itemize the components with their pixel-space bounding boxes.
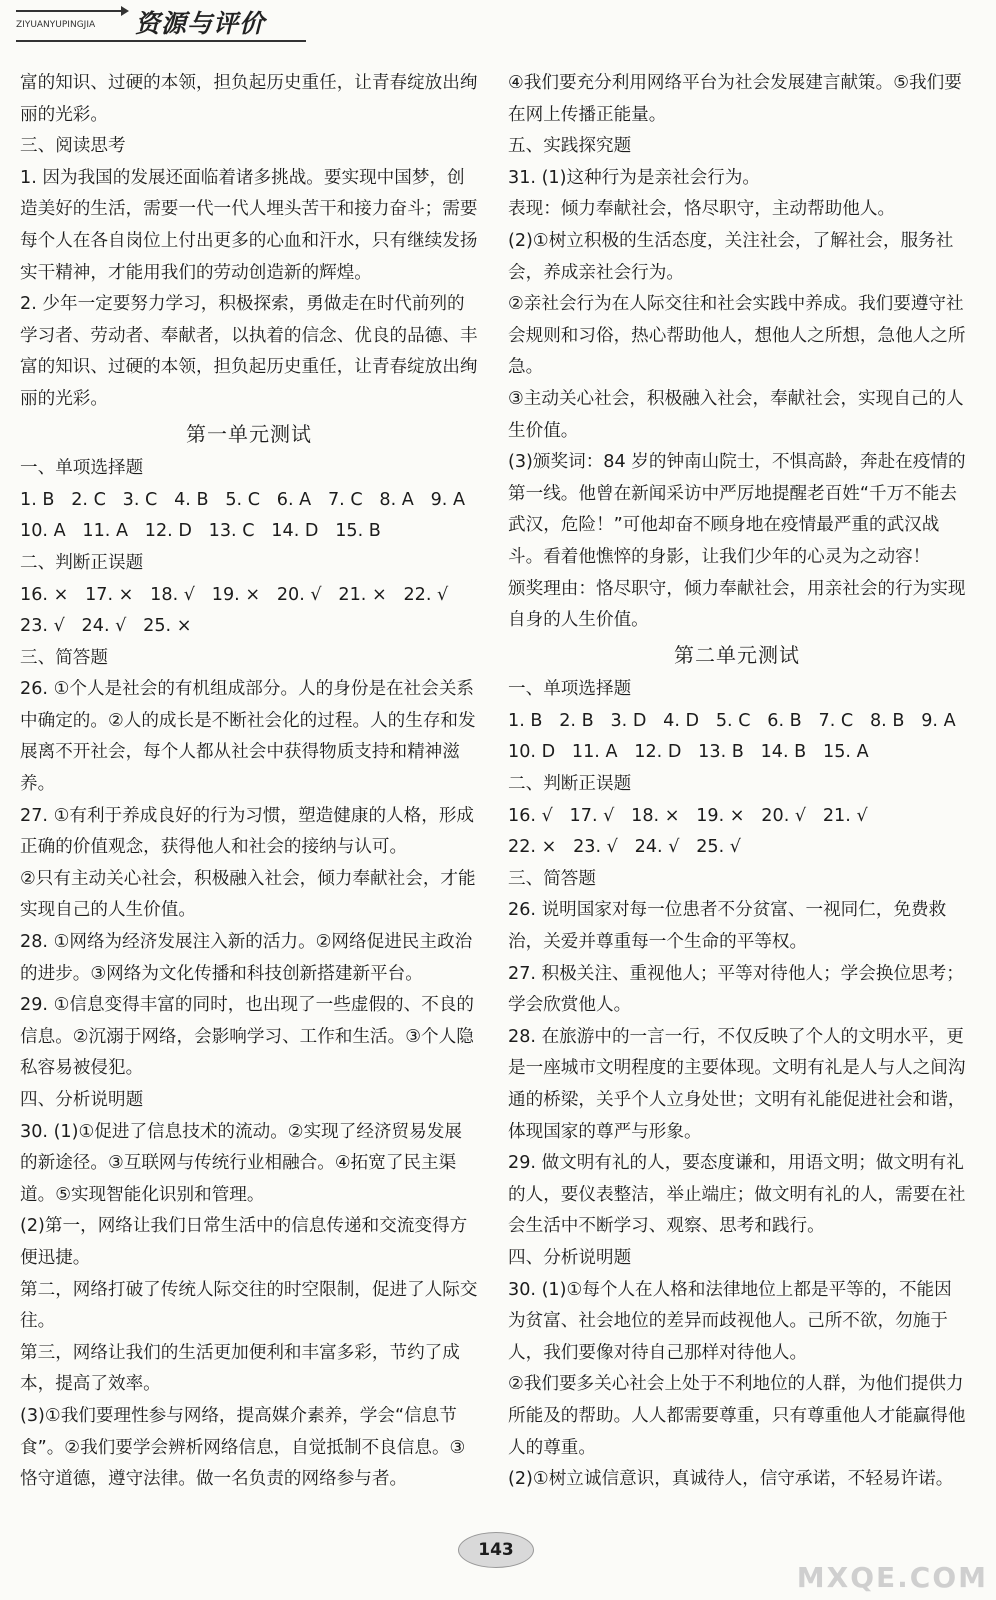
- watermark-logo: MXQE.COM: [796, 1561, 988, 1594]
- answer-paragraph: 30. (1)①每个人在人格和法律地位上都是平等的，不能因为贫富、社会地位的差异而歧视他人。己所不欲，勿施于人，我们要像对待自己那样对待他人。: [508, 1279, 952, 1363]
- answer-paragraph: 28. 在旅游中的一言一行，不仅反映了个人的文明水平，更是一座城市文明程度的主要体现。文明有礼是人与人之间沟通的桥梁，关乎个人立身处世；文明有礼能促进社会和谐，体现国家的尊严与形象。: [508, 1026, 966, 1142]
- answer-paragraph: (2)①树立积极的生活态度，关注社会，了解社会，服务社会，养成亲社会行为。: [508, 230, 954, 283]
- answer-row: 1. B 2. B 3. D 4. D 5. C 6. B 7. C 8. B 9. A: [508, 710, 956, 731]
- answer-paragraph: (2)①树立诚信意识，真诚待人，信守承诺，不轻易许诺。: [508, 1469, 954, 1490]
- answer-row: 16. √ 17. √ 18. × 19. × 20. √ 21. √: [508, 805, 868, 826]
- answer-paragraph: 第三，网络让我们的生活更加便利和丰富多彩，节约了成本，提高了效率。: [20, 1342, 460, 1395]
- answer-row: 16. × 17. × 18. √ 19. × 20. √ 21. × 22. √: [20, 584, 449, 605]
- section-heading: 四、分析说明题: [20, 1090, 144, 1110]
- section-heading: 三、简答题: [20, 647, 108, 668]
- answer-paragraph: (3)颁奖词：84 岁的钟南山院士，不惧高龄，奔赴在疫情的第一线。他曾在新闻采访中严厉地提醒老百姓“千万不能去武汉，危险！”可他却奋不顾身地在疫情最严重的武汉战斗。看着他憔悴的身影，让我们少年的心灵为之动容！: [508, 452, 966, 567]
- answer-paragraph: 2. 少年一定要努力学习，积极探索，勇做走在时代前列的学习者、劳动者、奉献者，以执着的信念、优良的品德、丰富的知识、过硬的本领，担负起历史重任，让青春绽放出绚丽的光彩。: [20, 294, 478, 409]
- answer-paragraph: 27. 积极关注、重视他人；平等对待他人；学会换位思考；学会欣赏他人。: [508, 963, 964, 1016]
- header-underline: [16, 40, 306, 42]
- page-number: 143: [458, 1532, 534, 1568]
- right-column: [508, 68, 966, 1496]
- answer-paragraph: 30. (1)①促进了信息技术的流动。②实现了经济贸易发展的新途径。③互联网与传统行业相融合。④拓宽了民主渠道。⑤实现智能化识别和管理。: [20, 1121, 462, 1205]
- answer-paragraph: 28. ①网络为经济发展注入新的活力。②网络促进民主政治的进步。③网络为文化传播和科技创新搭建新平台。: [20, 932, 473, 984]
- answer-paragraph: 1. 因为我国的发展还面临着诸多挑战。要实现中国梦，创造美好的生活，需要一代一代人埋头苦干和接力奋斗；需要每个人在各自岗位上付出更多的心血和汗水，只有继续发扬实干精神，才能用我们的劳动创造新的辉煌。: [20, 167, 478, 283]
- header-arrow-line: [16, 10, 121, 12]
- answer-row: 23. √ 24. √ 25. ×: [20, 616, 192, 637]
- answer-paragraph: ②我们要多关心社会上处于不利地位的人群，为他们提供力所能及的帮助。人人都需要尊重，只有尊重他人才能赢得他人的尊重。: [508, 1374, 966, 1458]
- answer-paragraph: 26. ①个人是社会的有机组成部分。人的身份是在社会关系中确定的。②人的成长是不断社会化的过程。人的生存和发展离不开社会，每个人都从社会中获得物质支持和精神滋养。: [20, 679, 476, 795]
- answer-paragraph: 26. 说明国家对每一位患者不分贫富、一视同仁，免费救治，关爱并尊重每一个生命的平等权。: [508, 900, 947, 953]
- header-title: 资源与评价: [135, 9, 266, 38]
- unit-title: 第一单元测试: [186, 421, 312, 446]
- answer-paragraph: 27. ①有利于养成良好的行为习惯，塑造健康的人格，形成正确的价值观念，获得他人和社会的接纳与认可。: [20, 805, 475, 858]
- answer-paragraph: ③主动关心社会，积极融入社会，奉献社会，实现自己的人生价值。: [508, 388, 964, 441]
- page-header: [10, 4, 410, 44]
- answer-paragraph: 富的知识、过硬的本领，担负起历史重任，让青春绽放出绚丽的光彩。: [20, 73, 478, 125]
- answer-paragraph: ②只有主动关心社会，积极融入社会，倾力奉献社会，才能实现自己的人生价值。: [20, 868, 476, 921]
- answer-paragraph: 29. ①信息变得丰富的同时，也出现了一些虚假的、不良的信息。②沉溺于网络，会影响学习、工作和生活。③个人隐私容易被侵犯。: [20, 995, 475, 1079]
- answer-paragraph: 29. 做文明有礼的人，要态度谦和，用语文明；做文明有礼的人，要仪表整洁，举止端庄；做文明有礼的人，需要在社会生活中不断学习、观察、思考和践行。: [508, 1153, 966, 1237]
- unit-title: 第二单元测试: [674, 642, 800, 667]
- section-heading: 三、简答题: [508, 868, 596, 889]
- answer-paragraph: (3)①我们要理性参与网络，提高媒介素养，学会“信息节食”。②我们要学会辨析网络信息，自觉抵制不良信息。③恪守道德，遵守法律。做一名负责的网络参与者。: [20, 1405, 466, 1490]
- answer-paragraph: 31. (1)这种行为是亲社会行为。: [508, 167, 761, 188]
- section-heading: 一、单项选择题: [508, 679, 632, 700]
- section-heading: 五、实践探究题: [508, 136, 632, 157]
- section-heading: 二、判断正误题: [20, 552, 144, 573]
- answer-paragraph: 表现：倾力奉献社会，恪尽职守，主动帮助他人。: [508, 199, 896, 220]
- section-heading: 四、分析说明题: [508, 1247, 632, 1268]
- answer-row: 1. B 2. C 3. C 4. B 5. C 6. A 7. C 8. A 9. A: [20, 489, 466, 510]
- section-heading: 三、阅读思考: [20, 136, 126, 157]
- left-column: [20, 68, 478, 1496]
- answer-paragraph: ②亲社会行为在人际交往和社会实践中养成。我们要遵守社会规则和习俗，热心帮助他人，想他人之所想，急他人之所急。: [508, 294, 966, 378]
- answer-row: 10. A 11. A 12. D 13. C 14. D 15. B: [20, 521, 381, 542]
- section-heading: 一、单项选择题: [20, 458, 144, 479]
- header-pinyin: ZIYUANYUPINGJIA: [16, 20, 96, 30]
- section-heading: 二、判断正误题: [508, 774, 632, 795]
- answer-row: 10. D 11. A 12. D 13. B 14. B 15. A: [508, 742, 869, 763]
- answer-paragraph: (2)第一，网络让我们日常生活中的信息传递和交流变得方便迅捷。: [20, 1216, 468, 1268]
- answer-paragraph: 第二，网络打破了传统人际交往的时空限制，促进了人际交往。: [20, 1279, 478, 1332]
- answer-paragraph: ④我们要充分利用网络平台为社会发展建言献策。⑤我们要在网上传播正能量。: [508, 73, 962, 125]
- answer-row: 22. × 23. √ 24. √ 25. √: [508, 837, 741, 858]
- answer-paragraph: 颁奖理由：恪尽职守，倾力奉献社会，用亲社会的行为实现自身的人生价值。: [508, 578, 966, 631]
